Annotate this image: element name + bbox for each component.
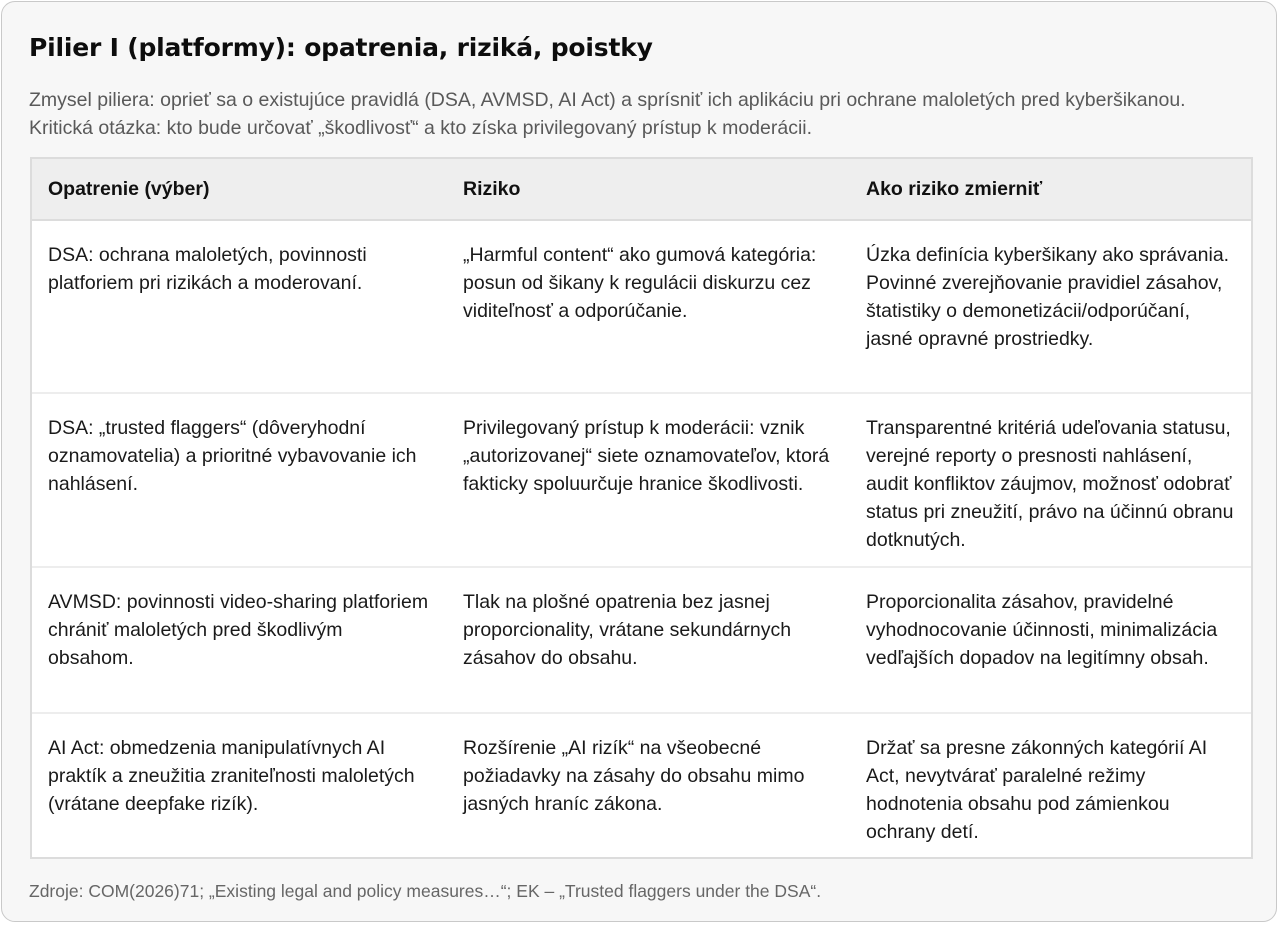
- column-header-mitigation: Ako riziko zmierniť: [850, 159, 1251, 220]
- table-cell-measure: AVMSD: povinnosti video-sharing platforiem chrániť maloletých pred škodlivým obsahom.: [48, 591, 429, 669]
- table-cell-risk: Privilegovaný prístup k moderácii: vznik „autorizovanej“ siete oznamovateľov, ktorá fakticky spoluurčuje hranice škodlivosti.: [463, 417, 830, 495]
- table-cell-risk: „Harmful content“ ako gumová kategória: posun od šikany k regulácii diskurzu cez viditeľnosť a odporúčanie.: [463, 244, 817, 322]
- table-cell-risk: Tlak na plošné opatrenia bez jasnej proporcionality, vrátane sekundárnych zásahov do obsahu.: [463, 591, 792, 669]
- table-cell-mitigation: Proporcionalita zásahov, pravidelné vyhodnocovanie účinnosti, minimalizácia vedľajších dopadov na legitímny obsah.: [866, 591, 1218, 669]
- table-cell-mitigation: Transparentné kritériá udeľovania statusu, verejné reporty o presnosti nahlásení, audit konfliktov záujmov, možnosť odobrať status pri zneužití, právo na účinnú obranu dotknutých.: [866, 417, 1234, 551]
- column-header-measure: Opatrenie (výber): [32, 159, 447, 220]
- column-header-risk: Riziko: [447, 159, 850, 220]
- table-row: [32, 567, 1251, 713]
- table-header-row: [32, 159, 1251, 220]
- table-cell-measure: DSA: ochrana maloletých, povinnosti platforiem pri rizikách a moderovaní.: [48, 244, 367, 294]
- table-row: [32, 713, 1251, 859]
- table-cell-mitigation: Držať sa presne zákonných kategórií AI Act, nevytvárať paralelné režimy hodnotenia obsahu pod zámienkou ochrany detí.: [866, 737, 1208, 843]
- table-cell-mitigation: Úzka definícia kyberšikany ako správania. Povinné zverejňovanie pravidiel zásahov, štatistiky o demonetizácii/odporúčaní, jasné opravné prostriedky.: [866, 244, 1230, 350]
- page-subtitle: Zmysel piliera: oprieť sa o existujúce pravidlá (DSA, AVMSD, AI Act) a sprísniť ich aplikáciu pri ochrane maloletých pred kyberšikanou. Kritická otázka: kto bude určovať „škodlivosť“ a kto získa privilegovaný prístup k moderácii.: [29, 89, 1186, 139]
- table-cell-measure: DSA: „trusted flaggers“ (dôveryhodní oznamovatelia) a prioritné vybavovanie ich nahlásení.: [48, 417, 417, 495]
- table-row: [32, 220, 1251, 393]
- table-cell-measure: AI Act: obmedzenia manipulatívnych AI praktík a zneužitia zraniteľnosti maloletých (vrátane deepfake rizík).: [48, 737, 415, 815]
- measures-table: [30, 157, 1253, 859]
- table-cell-risk: Rozšírenie „AI rizík“ na všeobecné požiadavky na zásahy do obsahu mimo jasných hraníc zákona.: [463, 737, 805, 815]
- table-row: [32, 393, 1251, 567]
- sources-footnote: Zdroje: COM(2026)71; „Existing legal and policy measures…“; EK – „Trusted flaggers under the DSA“.: [29, 881, 822, 901]
- content-card: [1, 1, 1277, 922]
- page-title: Pilier I (platformy): opatrenia, riziká, poistky: [29, 33, 653, 62]
